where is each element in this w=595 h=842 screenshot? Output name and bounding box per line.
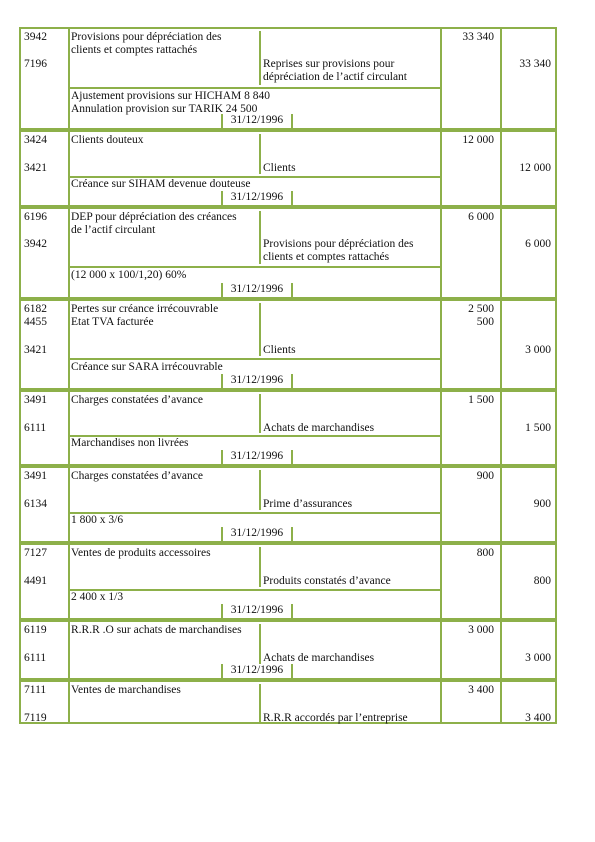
entry-body [19,130,557,191]
date-separator [19,527,557,543]
entry-note: Créance sur SARA irrécouvrable [71,361,223,373]
debit-amount: 3 400 [468,684,494,696]
credit-amount: 3 000 [525,652,551,664]
credit-account-label: dépréciation de l’actif circulant [263,71,407,83]
debit-amount: 12 000 [462,134,494,146]
date-separator [19,191,557,207]
entry-note: Créance sur SIHAM devenue douteuse [71,178,251,190]
credit-account-number: 3421 [24,162,47,174]
journal-entry [19,374,557,450]
debit-account-label: de l’actif circulant [71,224,156,236]
entry-date: 31/12/1996 [221,191,293,205]
journal-entry [19,450,557,527]
journal-entry [19,527,557,604]
debit-amount: 3 000 [468,624,494,636]
credit-account-number: 7119 [24,712,47,724]
debit-account-label: Provisions pour dépréciation des [71,31,222,43]
credit-amount: 1 500 [525,422,551,434]
entry-date: 31/12/1996 [221,283,293,297]
entry-note: Annulation provision sur TARIK 24 500 [71,103,258,115]
debit-account-number: 6119 [24,624,47,636]
debit-account-number: 6182 [24,303,47,315]
credit-account-label: Prime d’assurances [263,498,353,510]
entry-body [19,27,557,114]
credit-account-number: 6111 [24,652,47,664]
debit-account-label: Etat TVA facturée [71,316,154,328]
date-separator [19,114,557,130]
debit-account-number: 6196 [24,211,47,223]
debit-account-number: 3942 [24,31,47,43]
debit-account-number: 7127 [24,547,47,559]
credit-account-label: Reprises sur provisions pour [263,58,395,70]
debit-amount: 900 [476,470,494,482]
credit-amount: 800 [533,575,551,587]
entry-body [19,390,557,450]
credit-amount: 3 000 [525,344,551,356]
debit-account-label: Charges constatées d’avance [71,470,203,482]
date-separator [19,604,557,620]
journal-entry [19,27,557,114]
journal-entry [19,283,557,374]
date-separator [19,664,557,680]
entry-body [19,543,557,604]
credit-account-label: Achats de marchandises [263,422,375,434]
debit-account-number: 7111 [24,684,47,696]
credit-amount: 900 [533,498,551,510]
entry-body [19,466,557,527]
entry-date: 31/12/1996 [221,114,293,128]
debit-account-label: DEP pour dépréciation des créances [71,211,237,223]
credit-account-label: clients et comptes rattachés [263,251,390,263]
credit-account-number: 3942 [24,238,47,250]
entry-body [19,299,557,374]
journal-entry [19,604,557,664]
debit-account-label: Charges constatées d’avance [71,394,203,406]
credit-amount: 33 340 [519,58,551,70]
entry-date: 31/12/1996 [221,664,293,678]
entry-note: 1 800 x 3/6 [71,514,124,526]
debit-account-label: Ventes de produits accessoires [71,547,211,559]
entry-date: 31/12/1996 [221,374,293,388]
credit-account-number: 7196 [24,58,47,70]
entry-date: 31/12/1996 [221,604,293,618]
credit-account-number: 6111 [24,422,47,434]
debit-amount: 2 500 [468,303,494,315]
entry-body [19,680,557,724]
credit-account-label: R.R.R accordés par l’entreprise [263,712,408,724]
journal-entry [19,664,557,724]
entry-note: Marchandises non livrées [71,437,189,449]
credit-account-label: Provisions pour dépréciation des [263,238,414,250]
debit-amount: 500 [476,316,494,328]
debit-account-label: Clients douteux [71,134,144,146]
entry-note: Ajustement provisions sur HICHAM 8 840 [71,90,271,102]
entry-date: 31/12/1996 [221,450,293,464]
debit-account-label: R.R.R .O sur achats de marchandises [71,624,242,636]
debit-account-number: 3424 [24,134,47,146]
entry-body [19,620,557,664]
credit-account-label: Clients [263,162,296,174]
debit-amount: 6 000 [468,211,494,223]
journal-entry [19,114,557,191]
debit-account-label: Pertes sur créance irrécouvrable [71,303,219,315]
journal-table [19,27,557,724]
credit-account-number: 3421 [24,344,47,356]
credit-account-label: Produits constatés d’avance [263,575,391,587]
debit-amount: 800 [476,547,494,559]
entry-note: 2 400 x 1/3 [71,591,124,603]
credit-account-number: 4491 [24,575,47,587]
debit-amount: 33 340 [462,31,494,43]
credit-account-number: 6134 [24,498,47,510]
debit-account-number: 3491 [24,394,47,406]
entry-body [19,207,557,283]
credit-amount: 6 000 [525,238,551,250]
date-separator [19,450,557,466]
credit-account-label: Clients [263,344,296,356]
entry-date: 31/12/1996 [221,527,293,541]
date-separator [19,374,557,390]
journal-entry [19,191,557,283]
debit-account-label: Ventes de marchandises [71,684,181,696]
entry-note: (12 000 x 100/1,20) 60% [71,269,187,281]
credit-account-label: Achats de marchandises [263,652,375,664]
debit-amount: 1 500 [468,394,494,406]
credit-amount: 12 000 [519,162,551,174]
debit-account-number: 3491 [24,470,47,482]
debit-account-number: 4455 [24,316,47,328]
date-separator [19,283,557,299]
credit-amount: 3 400 [525,712,551,724]
debit-account-label: clients et comptes rattachés [71,44,198,56]
